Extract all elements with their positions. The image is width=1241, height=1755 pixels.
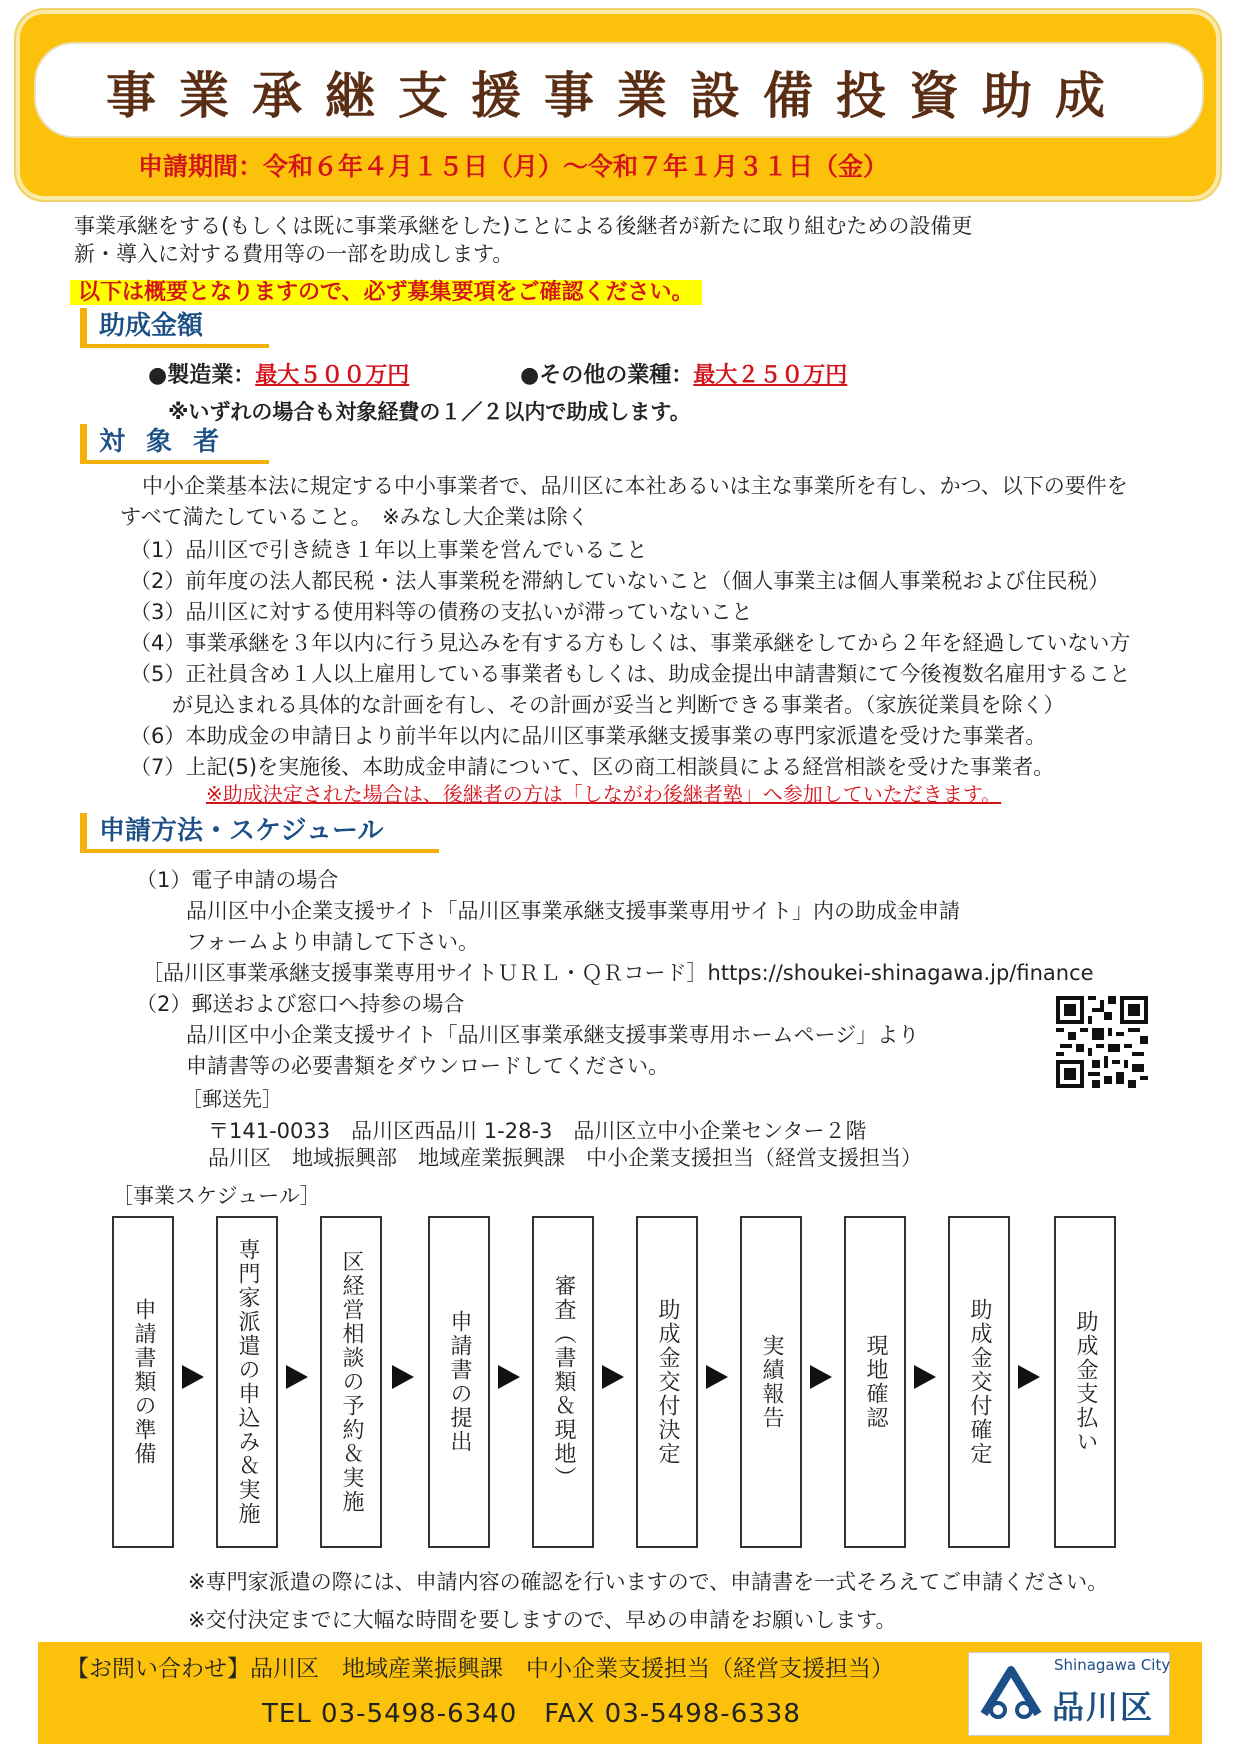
arrow-icon — [392, 1365, 414, 1389]
method-electronic-line-2: フォームより申請して下さい。 — [186, 930, 479, 954]
red-note: ※助成決定された場合は、後継者の方は「しながわ後継者塾」へ参加していただきます。 — [206, 782, 1002, 806]
method-mail-line-2: 申請書等の必要書類をダウンロードしてください。 — [186, 1054, 669, 1078]
notice-highlight: 以下は概要となりますので、必ず募集要項をご確認ください。 — [70, 280, 702, 305]
method-electronic-line-1: 品川区中小企業支援サイト「品川区事業承継支援事業専用サイト」内の助成金申請 — [186, 899, 961, 923]
shinagawa-emblem-icon — [976, 1664, 1046, 1724]
target-item-1: （1）品川区で引き続き１年以上事業を営んでいること — [130, 538, 648, 562]
section-heading-target: 対 象 者 — [80, 424, 269, 464]
schedule-step-9: 助成金交付確定 — [948, 1216, 1010, 1548]
schedule-step-8: 現地確認 — [844, 1216, 906, 1548]
logo-japanese: 品川区 — [1052, 1688, 1155, 1726]
method-url-line[interactable]: ［品川区事業承継支援事業専用サイトＵＲＬ・ＱＲコード］https://shoukei-shinagawa.jp/finance — [142, 961, 1094, 985]
intro-line-1: 事業承継をする(もしくは既に事業承継をした)ことによる後継者が新たに取り組むための設備更 — [74, 214, 973, 238]
other-label: ●その他の業種： — [520, 363, 694, 388]
schedule-step-5: 審査（書類＆現地） — [532, 1216, 594, 1548]
method-electronic-title: （1）電子申請の場合 — [136, 868, 339, 892]
schedule-step-1: 申請書類の準備 — [112, 1216, 174, 1548]
schedule-step-4: 申請書の提出 — [428, 1216, 490, 1548]
target-item-3: （3）品川区に対する使用料等の債務の支払いが滞っていないこと — [130, 600, 753, 624]
target-item-6: （6）本助成金の申請日より前半年以内に品川区事業承継支援事業の専門家派遣を受けた事業者。 — [130, 724, 1047, 748]
amount-manufacturing — [148, 358, 409, 389]
arrow-icon — [810, 1365, 832, 1389]
schedule-note-2: ※交付決定までに大幅な時間を要しますので、早めの申請をお願いします。 — [188, 1608, 897, 1632]
contact-phone-fax: TEL 03-5498-6340 FAX 03-5498-6338 — [262, 1699, 801, 1729]
page-title: 事業承継支援事業設備投資助成 — [106, 66, 1128, 125]
amount-note: ※いずれの場合も対象経費の１／２以内で助成します。 — [168, 400, 691, 424]
target-item-7: （7）上記(5)を実施後、本助成金申請について、区の商工相談員による経営相談を受けた事業者。 — [130, 755, 1055, 779]
arrow-icon — [182, 1365, 204, 1389]
arrow-icon — [286, 1365, 308, 1389]
arrow-icon — [1018, 1365, 1040, 1389]
schedule-note-1: ※専門家派遣の際には、申請内容の確認を行いますので、申請書を一式そろえてご申請ください。 — [188, 1570, 1109, 1594]
mail-destination-label: ［郵送先］ — [182, 1087, 282, 1111]
target-item-4: （4）事業承継を３年以内に行う見込みを有する方もしくは、事業承継をしてから２年を経過していない方 — [130, 631, 1131, 655]
intro-line-2: 新・導入に対する費用等の一部を助成します。 — [74, 242, 514, 266]
schedule-step-7: 実績報告 — [740, 1216, 802, 1548]
qr-code-icon[interactable] — [1056, 996, 1148, 1088]
address-line-1: 〒141-0033 品川区西品川 1-28-3 品川区立中小企業センター２階 — [208, 1119, 867, 1143]
target-line-2: すべて満たしていること。 ※みなし大企業は除く — [120, 505, 589, 529]
method-mail-line-1: 品川区中小企業支援サイト「品川区事業承継支援事業専用ホームページ」より — [186, 1023, 920, 1047]
mfg-label: ●製造業： — [148, 363, 256, 388]
schedule-step-3: 区経営相談の予約＆実施 — [320, 1216, 382, 1548]
section-heading-method: 申請方法・スケジュール — [80, 813, 439, 853]
contact-info: 【お問い合わせ】品川区 地域産業振興課 中小企業支援担当（経営支援担当） — [66, 1656, 894, 1682]
arrow-icon — [914, 1365, 936, 1389]
address-line-2: 品川区 地域振興部 地域産業振興課 中小企業支援担当（経営支援担当） — [208, 1146, 922, 1170]
target-item-5: （5）正社員含め１人以上雇用している事業者もしくは、助成金提出申請書類にて今後複数名雇用すること — [130, 662, 1131, 686]
schedule-label: ［事業スケジュール］ — [112, 1184, 321, 1208]
schedule-step-6: 助成金交付決定 — [636, 1216, 698, 1548]
amount-other — [520, 358, 847, 389]
schedule-step-2: 専門家派遣の申込み＆実施 — [216, 1216, 278, 1548]
other-value: 最大２５０万円 — [693, 363, 848, 388]
arrow-icon — [706, 1365, 728, 1389]
target-line-1: 中小企業基本法に規定する中小事業者で、品川区に本社あるいは主な事業所を有し、かつ、以下の要件を — [142, 474, 1128, 498]
application-period: 申請期間：令和６年４月１５日（月）～令和７年１月３１日（金） — [138, 152, 889, 181]
method-mail-title: （2）郵送および窓口へ持参の場合 — [136, 992, 465, 1016]
arrow-icon — [498, 1365, 520, 1389]
logo-english: Shinagawa City — [1054, 1656, 1171, 1674]
arrow-icon — [602, 1365, 624, 1389]
target-item-2: （2）前年度の法人都民税・法人事業税を滞納していないこと（個人事業主は個人事業税および住民税） — [130, 569, 1110, 593]
section-heading-amount: 助成金額 — [80, 308, 269, 348]
target-item-5-cont: が見込まれる具体的な計画を有し、その計画が妥当と判断できる事業者。（家族従業員を除く） — [172, 693, 1065, 717]
schedule-step-10: 助成金支払い — [1054, 1216, 1116, 1548]
mfg-value: 最大５００万円 — [255, 363, 410, 388]
